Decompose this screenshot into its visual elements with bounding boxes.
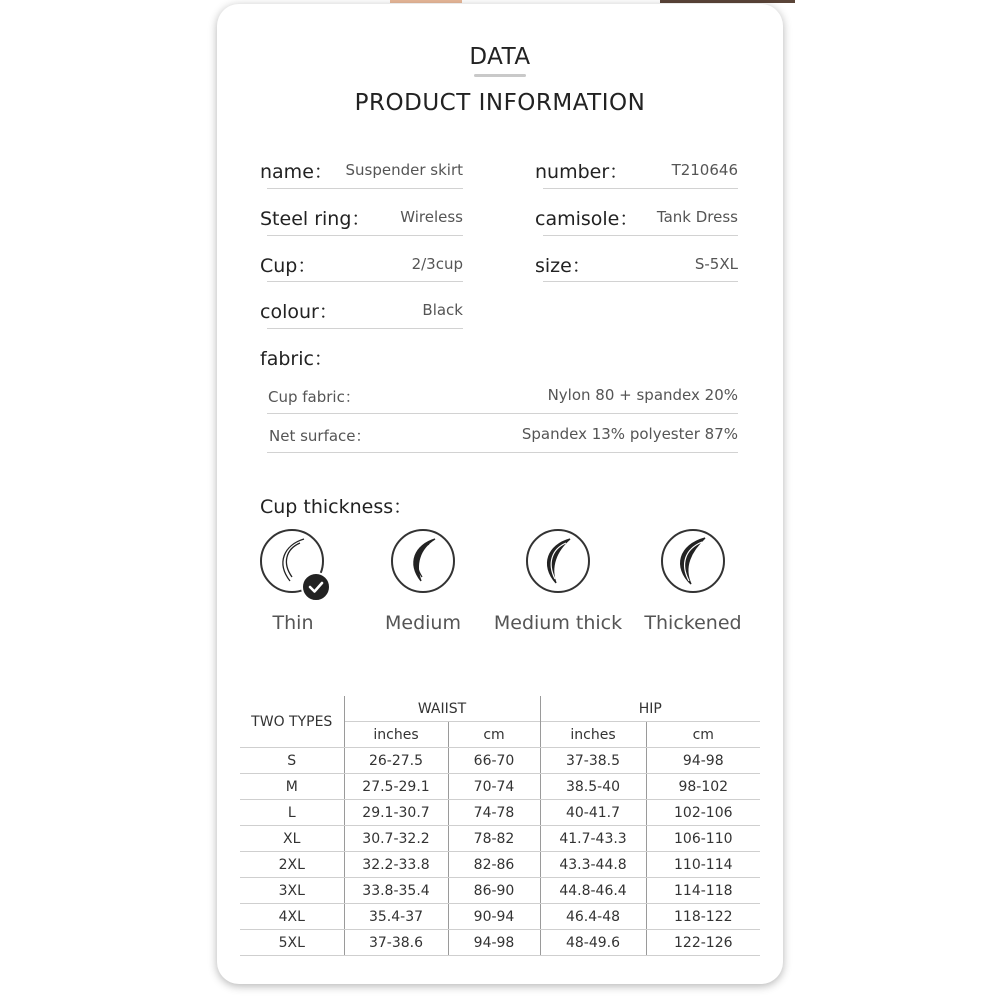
hip-inches-cell: 44.8-46.4 (540, 878, 646, 904)
camisole-value: Tank Dress (656, 208, 738, 226)
waist-cm-cell: 74-78 (448, 800, 540, 826)
waist-inches-cell: 27.5-29.1 (344, 774, 448, 800)
cup-value: 2/3cup (411, 255, 463, 273)
steel-ring-value: Wireless (400, 208, 463, 226)
table-row (240, 878, 760, 904)
cup-thickness-label: Cup thickness： (260, 496, 413, 518)
size-cell: 4XL (240, 904, 344, 930)
waist-cm-cell: 94-98 (448, 930, 540, 956)
size-underline (543, 281, 738, 282)
name-underline (267, 188, 463, 189)
waist-inches-cell: 33.8-35.4 (344, 878, 448, 904)
hip-cm-cell: 122-126 (646, 930, 760, 956)
waist-cm-cell: 90-94 (448, 904, 540, 930)
size-cell: L (240, 800, 344, 826)
waist-inches-header: inches (344, 722, 448, 748)
check-icon (301, 572, 331, 602)
number-underline (543, 188, 738, 189)
steel-ring-label: Steel ring： (260, 208, 371, 230)
size-cell: 2XL (240, 852, 344, 878)
hip-header: HIP (540, 696, 760, 722)
top-accent-right (660, 0, 795, 3)
hip-cm-header: cm (646, 722, 760, 748)
size-cell: S (240, 748, 344, 774)
hip-cm-cell: 102-106 (646, 800, 760, 826)
table-row (240, 904, 760, 930)
hip-cm-cell: 114-118 (646, 878, 760, 904)
number-value: T210646 (671, 161, 738, 179)
table-row (240, 774, 760, 800)
hip-inches-cell: 41.7-43.3 (540, 826, 646, 852)
thickened-option-icon[interactable] (661, 529, 725, 593)
steel-ring-underline (267, 235, 463, 236)
waist-inches-cell: 26-27.5 (344, 748, 448, 774)
hip-inches-cell: 48-49.6 (540, 930, 646, 956)
table-row (240, 748, 760, 774)
name-value: Suspender skirt (345, 161, 463, 179)
product-info-card (217, 4, 783, 984)
waist-inches-cell: 32.2-33.8 (344, 852, 448, 878)
cup-fabric-underline (267, 413, 738, 414)
colour-label: colour： (260, 301, 338, 323)
hip-cm-cell: 106-110 (646, 826, 760, 852)
table-row (240, 800, 760, 826)
waist-inches-cell: 30.7-32.2 (344, 826, 448, 852)
net-surface-label: Net surface： (269, 427, 371, 445)
thickened-option-label[interactable]: Thickened (644, 612, 742, 634)
hip-cm-cell: 98-102 (646, 774, 760, 800)
waist-cm-cell: 86-90 (448, 878, 540, 904)
net-surface-underline (267, 452, 738, 453)
waist-cm-cell: 66-70 (448, 748, 540, 774)
name-label: name： (260, 161, 333, 183)
hip-inches-cell: 43.3-44.8 (540, 852, 646, 878)
size-cell: 3XL (240, 878, 344, 904)
hip-cm-cell: 94-98 (646, 748, 760, 774)
medium-option-icon[interactable] (391, 529, 455, 593)
size-cell: XL (240, 826, 344, 852)
cup-label: Cup： (260, 255, 317, 277)
medium-thick-option-label[interactable]: Medium thick (493, 612, 623, 634)
waist-cm-cell: 70-74 (448, 774, 540, 800)
table-row (240, 930, 760, 956)
number-label: number： (535, 161, 629, 183)
cup-fabric-label: Cup fabric： (268, 388, 360, 406)
size-label: size： (535, 255, 591, 277)
medium-thick-option-icon[interactable] (526, 529, 590, 593)
hip-inches-header: inches (540, 722, 646, 748)
hip-inches-cell: 37-38.5 (540, 748, 646, 774)
camisole-underline (543, 235, 738, 236)
page-title: DATA (469, 44, 531, 70)
hip-cm-cell: 118-122 (646, 904, 760, 930)
hip-cm-cell: 110-114 (646, 852, 760, 878)
two-types-header: TWO TYPES (240, 696, 344, 748)
size-cell: 5XL (240, 930, 344, 956)
cup-underline (267, 281, 463, 282)
top-accent-left (390, 0, 462, 3)
waist-inches-cell: 37-38.6 (344, 930, 448, 956)
waist-cm-header: cm (448, 722, 540, 748)
net-surface-value: Spandex 13% polyester 87% (521, 425, 738, 443)
cup-fabric-value: Nylon 80 + spandex 20% (547, 386, 738, 404)
table-row (240, 826, 760, 852)
camisole-label: camisole： (535, 208, 639, 230)
size-cell: M (240, 774, 344, 800)
hip-inches-cell: 40-41.7 (540, 800, 646, 826)
medium-option-label[interactable]: Medium (385, 612, 461, 634)
hip-inches-cell: 38.5-40 (540, 774, 646, 800)
colour-underline (267, 328, 463, 329)
hip-inches-cell: 46.4-48 (540, 904, 646, 930)
waist-inches-cell: 29.1-30.7 (344, 800, 448, 826)
waist-inches-cell: 35.4-37 (344, 904, 448, 930)
thin-option-label[interactable]: Thin (272, 612, 314, 634)
waist-cm-cell: 82-86 (448, 852, 540, 878)
table-row (240, 852, 760, 878)
size-table (240, 696, 760, 956)
waist-cm-cell: 78-82 (448, 826, 540, 852)
waist-header: WAIIST (344, 696, 540, 722)
title-underline (474, 74, 526, 77)
size-value: S-5XL (694, 255, 738, 273)
page-subtitle: PRODUCT INFORMATION (354, 90, 646, 116)
colour-value: Black (422, 301, 463, 319)
fabric-label: fabric： (260, 348, 333, 370)
